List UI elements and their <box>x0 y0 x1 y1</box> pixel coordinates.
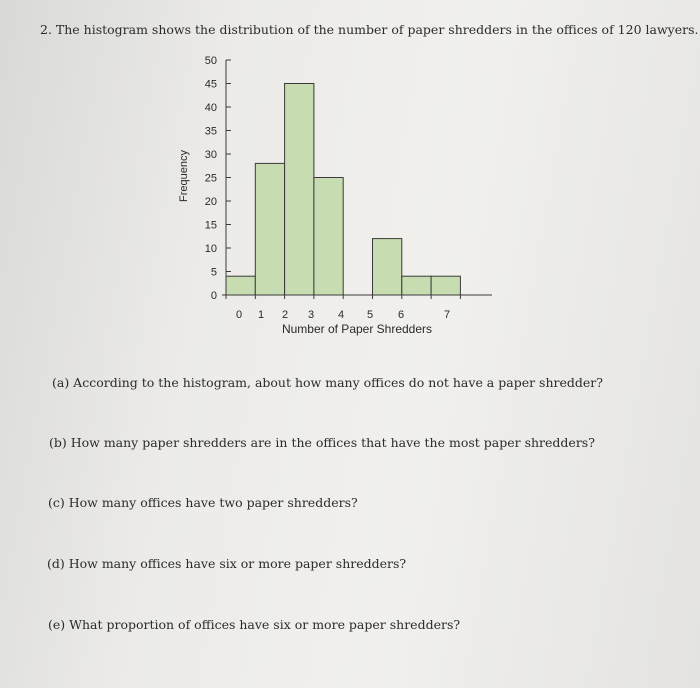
x-tick-label: 0 <box>235 309 243 321</box>
bar <box>402 276 431 295</box>
y-tick-label: 35 <box>204 125 217 138</box>
question-a: (a) According to the histogram, about how many offices do not have a paper shredder? <box>52 375 603 390</box>
y-tick-label: 0 <box>210 290 217 302</box>
bar <box>285 84 314 296</box>
problem-intro: 2. The histogram shows the distribution of the number of paper shredders in the offices of 120 lawyers. <box>40 22 699 37</box>
x-tick-label: 4 <box>337 309 345 321</box>
question-e: (e) What proportion of offices have six or more paper shredders? <box>48 617 461 632</box>
y-tick-label: 40 <box>204 102 217 114</box>
bar <box>373 239 402 295</box>
x-tick-label: 6 <box>397 309 405 321</box>
bar <box>255 163 284 295</box>
x-tick-label: 3 <box>307 309 315 321</box>
y-tick-label: 5 <box>210 266 217 279</box>
x-tick-label: 2 <box>281 309 289 321</box>
y-tick-label: 25 <box>204 172 217 185</box>
bar <box>431 276 460 295</box>
question-d: (d) How many offices have six or more paper shredders? <box>47 556 407 571</box>
y-tick-label: 45 <box>204 78 217 91</box>
y-axis-label: Frequency <box>178 150 190 202</box>
bars <box>226 84 460 296</box>
y-tick-label: 10 <box>204 243 217 255</box>
x-axis-label: Number of Paper Shredders <box>281 322 433 336</box>
y-axis <box>205 55 231 302</box>
bar <box>226 276 255 295</box>
x-axis <box>222 295 492 321</box>
y-tick-label: 15 <box>204 219 217 232</box>
x-tick-label: 7 <box>443 309 451 321</box>
question-b: (b) How many paper shredders are in the offices that have the most paper shredders? <box>49 435 595 450</box>
question-c: (c) How many offices have two paper shredders? <box>48 495 358 510</box>
y-tick-label: 30 <box>204 149 217 161</box>
bar <box>314 178 343 296</box>
x-tick-label: 1 <box>257 309 265 321</box>
x-tick-label: 5 <box>366 309 374 321</box>
y-tick-label: 20 <box>204 196 217 208</box>
y-tick-label: 50 <box>204 55 217 67</box>
